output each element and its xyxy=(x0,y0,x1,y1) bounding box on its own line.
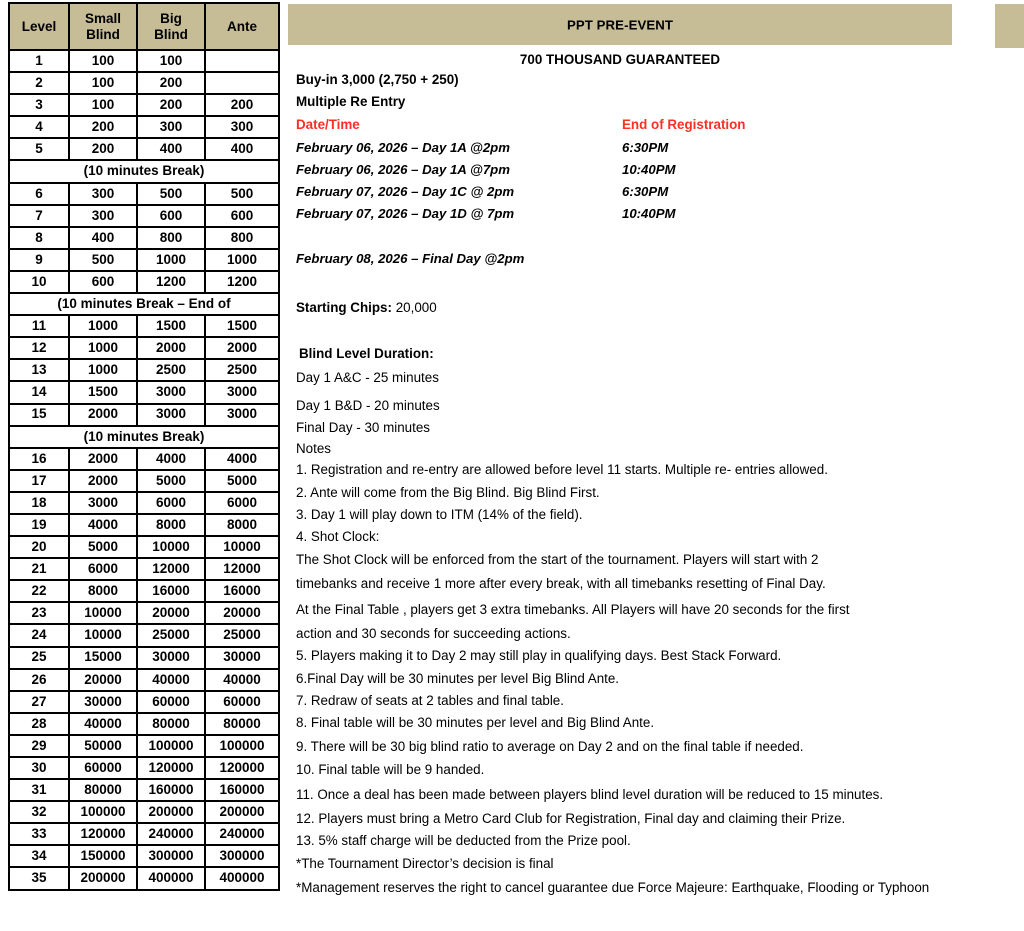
table-row xyxy=(9,867,279,889)
level-cell: 13 xyxy=(9,359,69,381)
note-line: 13. 5% staff charge will be deducted from the Prize pool. xyxy=(296,833,631,848)
ante-cell: 4000 xyxy=(205,448,279,470)
table-row xyxy=(9,271,279,293)
ante-cell: 5000 xyxy=(205,470,279,492)
ante-cell: 3000 xyxy=(205,404,279,426)
page-title: PPT PRE-EVENT xyxy=(566,17,674,32)
ante-cell: 1200 xyxy=(205,271,279,293)
big-blind-cell: 80000 xyxy=(137,713,205,735)
table-row xyxy=(9,558,279,580)
table-row xyxy=(9,845,279,867)
table-row xyxy=(9,735,279,757)
break-label: (10 minutes Break) xyxy=(9,426,279,448)
table-row xyxy=(9,72,279,94)
corner-accent-block xyxy=(995,4,1024,48)
schedule-row xyxy=(296,162,936,184)
level-cell: 3 xyxy=(9,94,69,116)
level-cell: 1 xyxy=(9,50,69,72)
small-blind-cell: 600 xyxy=(69,271,137,293)
big-blind-cell: 100000 xyxy=(137,735,205,757)
table-row xyxy=(9,669,279,691)
big-blind-cell: 3000 xyxy=(137,381,205,403)
small-blind-cell: 40000 xyxy=(69,713,137,735)
big-blind-cell: 40000 xyxy=(137,669,205,691)
level-cell: 19 xyxy=(9,514,69,536)
table-row xyxy=(9,337,279,359)
table-row xyxy=(9,536,279,558)
table-row xyxy=(9,50,279,72)
schedule-end-of-registration: 10:40PM xyxy=(622,162,676,177)
small-blind-cell: 400 xyxy=(69,227,137,249)
note-line: The Shot Clock will be enforced from the start of the tournament. Players will start with 2 xyxy=(296,552,819,567)
ante-cell: 40000 xyxy=(205,669,279,691)
blind-structure-header xyxy=(9,3,279,50)
ante-cell: 12000 xyxy=(205,558,279,580)
small-blind-cell: 300 xyxy=(69,205,137,227)
table-row xyxy=(9,249,279,271)
small-blind-cell: 300 xyxy=(69,183,137,205)
big-blind-cell: 500 xyxy=(137,183,205,205)
big-blind-cell: 120000 xyxy=(137,757,205,779)
ante-cell: 400 xyxy=(205,138,279,160)
ante-cell: 500 xyxy=(205,183,279,205)
note-line: 4. Shot Clock: xyxy=(296,529,380,544)
small-blind-cell: 200 xyxy=(69,116,137,138)
level-cell: 8 xyxy=(9,227,69,249)
small-blind-cell: 4000 xyxy=(69,514,137,536)
big-blind-cell: 400000 xyxy=(137,867,205,889)
big-blind-cell: 160000 xyxy=(137,779,205,801)
ante-cell: 10000 xyxy=(205,536,279,558)
event-info-panel xyxy=(288,0,1024,931)
big-blind-cell: 300 xyxy=(137,116,205,138)
small-blind-cell: 200000 xyxy=(69,867,137,889)
level-cell: 18 xyxy=(9,492,69,514)
buy-in-text: Buy-in 3,000 (2,750 + 250) xyxy=(296,72,459,87)
level-cell: 14 xyxy=(9,381,69,403)
note-line: 7. Redraw of seats at 2 tables and final table. xyxy=(296,693,564,708)
note-line: 10. Final table will be 9 handed. xyxy=(296,762,485,777)
schedule-date: February 06, 2026 – Day 1A @7pm xyxy=(296,162,510,177)
note-line: 3. Day 1 will play down to ITM (14% of the field). xyxy=(296,507,583,522)
big-blind-cell: 10000 xyxy=(137,536,205,558)
note-line: 11. Once a deal has been made between players blind level duration will be reduced to 15 minutes. xyxy=(296,787,884,802)
big-blind-cell: 240000 xyxy=(137,823,205,845)
blind-structure-table xyxy=(8,2,280,891)
level-cell: 29 xyxy=(9,735,69,757)
table-row xyxy=(9,205,279,227)
break-label: (10 minutes Break – End of xyxy=(9,293,279,315)
big-blind-cell: 6000 xyxy=(137,492,205,514)
table-row xyxy=(9,779,279,801)
duration-line: Day 1 B&D - 20 minutes xyxy=(296,398,440,413)
small-blind-cell: 30000 xyxy=(69,691,137,713)
ante-cell: 200000 xyxy=(205,801,279,823)
big-blind-cell: 200 xyxy=(137,94,205,116)
table-row xyxy=(9,801,279,823)
small-blind-cell: 80000 xyxy=(69,779,137,801)
small-blind-cell: 1000 xyxy=(69,315,137,337)
level-cell: 16 xyxy=(9,448,69,470)
level-cell: 10 xyxy=(9,271,69,293)
small-blind-cell: 5000 xyxy=(69,536,137,558)
big-blind-cell: 200 xyxy=(137,72,205,94)
table-row xyxy=(9,647,279,669)
duration-line: Final Day - 30 minutes xyxy=(296,420,430,435)
big-blind-cell: 1000 xyxy=(137,249,205,271)
ante-cell: 1500 xyxy=(205,315,279,337)
note-line: *The Tournament Director’s decision is final xyxy=(296,856,554,871)
big-blind-cell: 30000 xyxy=(137,647,205,669)
small-blind-cell: 15000 xyxy=(69,647,137,669)
schedule-date: February 06, 2026 – Day 1A @2pm xyxy=(296,140,510,155)
small-blind-cell: 2000 xyxy=(69,470,137,492)
ante-cell: 300 xyxy=(205,116,279,138)
table-row xyxy=(9,823,279,845)
ante-cell: 200 xyxy=(205,94,279,116)
small-blind-cell: 150000 xyxy=(69,845,137,867)
big-blind-cell: 300000 xyxy=(137,845,205,867)
ante-cell: 1000 xyxy=(205,249,279,271)
small-blind-cell: 1000 xyxy=(69,359,137,381)
table-row xyxy=(9,492,279,514)
level-cell: 26 xyxy=(9,669,69,691)
table-row xyxy=(9,381,279,403)
duration-line: Day 1 A&C - 25 minutes xyxy=(296,370,439,385)
starting-chips-value: 20,000 xyxy=(395,300,437,315)
big-blind-cell: 5000 xyxy=(137,470,205,492)
ante-cell: 120000 xyxy=(205,757,279,779)
level-cell: 15 xyxy=(9,404,69,426)
small-blind-cell: 100000 xyxy=(69,801,137,823)
big-blind-cell: 1500 xyxy=(137,315,205,337)
small-blind-cell: 120000 xyxy=(69,823,137,845)
big-blind-cell: 3000 xyxy=(137,404,205,426)
guarantee-text: 700 THOUSAND GUARANTEED xyxy=(519,52,721,67)
table-row xyxy=(9,602,279,624)
big-blind-cell: 800 xyxy=(137,227,205,249)
big-blind-cell: 16000 xyxy=(137,580,205,602)
big-blind-cell: 400 xyxy=(137,138,205,160)
big-blind-cell: 200000 xyxy=(137,801,205,823)
end-of-registration-label: End of Registration xyxy=(622,117,746,132)
small-blind-cell: 2000 xyxy=(69,448,137,470)
table-row xyxy=(9,624,279,646)
note-line: action and 30 seconds for succeeding actions. xyxy=(296,626,571,641)
ante-cell: 2000 xyxy=(205,337,279,359)
note-line: At the Final Table , players get 3 extra timebanks. All Players will have 20 seconds for the first xyxy=(296,602,850,617)
re-entry-text: Multiple Re Entry xyxy=(296,94,406,109)
level-cell: 9 xyxy=(9,249,69,271)
note-line: 8. Final table will be 30 minutes per level and Big Blind Ante. xyxy=(296,715,655,730)
column-header-big-blind xyxy=(137,3,205,50)
level-cell: 12 xyxy=(9,337,69,359)
ante-cell: 100000 xyxy=(205,735,279,757)
big-blind-cell: 12000 xyxy=(137,558,205,580)
level-cell: 21 xyxy=(9,558,69,580)
big-blind-cell: 60000 xyxy=(137,691,205,713)
table-row xyxy=(9,116,279,138)
note-line: *Management reserves the right to cancel guarantee due Force Majeure: Earthquake, Flooding or Typhoon xyxy=(296,880,930,895)
table-header-row xyxy=(9,3,279,50)
level-cell: 5 xyxy=(9,138,69,160)
ante-cell: 300000 xyxy=(205,845,279,867)
table-row xyxy=(9,757,279,779)
level-cell: 24 xyxy=(9,624,69,646)
ante-cell: 60000 xyxy=(205,691,279,713)
small-blind-cell: 200 xyxy=(69,138,137,160)
column-header-ante: Ante xyxy=(205,3,279,50)
table-row xyxy=(9,514,279,536)
column-header-small-blind xyxy=(69,3,137,50)
column-header-level: Level xyxy=(9,3,69,50)
small-blind-cell: 8000 xyxy=(69,580,137,602)
schedule-end-of-registration: 10:40PM xyxy=(622,206,676,221)
ante-cell: 80000 xyxy=(205,713,279,735)
big-blind-cell: 4000 xyxy=(137,448,205,470)
break-label: (10 minutes Break) xyxy=(9,160,279,182)
note-line: 5. Players making it to Day 2 may still play in qualifying days. Best Stack Forward. xyxy=(296,648,782,663)
small-blind-cell: 1500 xyxy=(69,381,137,403)
ante-cell: 3000 xyxy=(205,381,279,403)
table-row xyxy=(9,404,279,426)
level-cell: 7 xyxy=(9,205,69,227)
level-cell: 33 xyxy=(9,823,69,845)
schedule-row xyxy=(296,184,936,206)
small-blind-cell: 500 xyxy=(69,249,137,271)
final-day-schedule: February 08, 2026 – Final Day @2pm xyxy=(296,251,525,266)
event-title-bar xyxy=(288,4,952,45)
ante-cell: 20000 xyxy=(205,602,279,624)
table-row xyxy=(9,470,279,492)
ante-cell: 16000 xyxy=(205,580,279,602)
ante-cell: 800 xyxy=(205,227,279,249)
schedule-date: February 07, 2026 – Day 1C @ 2pm xyxy=(296,184,515,199)
big-blind-cell: 20000 xyxy=(137,602,205,624)
ante-cell: 8000 xyxy=(205,514,279,536)
level-cell: 30 xyxy=(9,757,69,779)
level-cell: 31 xyxy=(9,779,69,801)
schedule-end-of-registration: 6:30PM xyxy=(622,184,669,199)
ante-cell xyxy=(205,72,279,94)
table-row xyxy=(9,713,279,735)
small-blind-cell: 100 xyxy=(69,94,137,116)
break-row xyxy=(9,426,279,448)
table-row xyxy=(9,227,279,249)
level-cell: 17 xyxy=(9,470,69,492)
note-line: 1. Registration and re-entry are allowed before level 11 starts. Multiple re- entries allowed. xyxy=(296,462,828,477)
level-cell: 23 xyxy=(9,602,69,624)
level-cell: 32 xyxy=(9,801,69,823)
schedule-row xyxy=(296,140,936,162)
ante-cell: 25000 xyxy=(205,624,279,646)
level-cell: 20 xyxy=(9,536,69,558)
starting-chips-label: Starting Chips: xyxy=(296,300,392,315)
schedule-row xyxy=(296,206,936,228)
ante-cell: 30000 xyxy=(205,647,279,669)
date-time-label: Date/Time xyxy=(296,117,360,132)
ante-cell: 240000 xyxy=(205,823,279,845)
blind-structure-body xyxy=(9,50,279,890)
big-blind-cell: 1200 xyxy=(137,271,205,293)
small-blind-cell: 10000 xyxy=(69,602,137,624)
table-row xyxy=(9,359,279,381)
ante-cell xyxy=(205,50,279,72)
level-cell: 25 xyxy=(9,647,69,669)
big-blind-cell: 100 xyxy=(137,50,205,72)
level-cell: 34 xyxy=(9,845,69,867)
column-header-small-blind-line1: Small xyxy=(84,10,122,26)
level-cell: 4 xyxy=(9,116,69,138)
small-blind-cell: 50000 xyxy=(69,735,137,757)
schedule-end-of-registration: 6:30PM xyxy=(622,140,669,155)
blind-level-duration-heading: Blind Level Duration: xyxy=(299,346,434,361)
small-blind-cell: 1000 xyxy=(69,337,137,359)
small-blind-cell: 60000 xyxy=(69,757,137,779)
big-blind-cell: 2500 xyxy=(137,359,205,381)
column-header-big-blind-line2: Blind xyxy=(154,26,188,42)
note-line: 6.Final Day will be 30 minutes per level Big Blind Ante. xyxy=(296,671,620,686)
table-row xyxy=(9,183,279,205)
table-row xyxy=(9,580,279,602)
note-line: 2. Ante will come from the Big Blind. Big Blind First. xyxy=(296,485,600,500)
break-row xyxy=(9,293,279,315)
column-header-big-blind-line1: Big xyxy=(160,10,182,26)
big-blind-cell: 8000 xyxy=(137,514,205,536)
table-row xyxy=(9,94,279,116)
big-blind-cell: 600 xyxy=(137,205,205,227)
note-line: 9. There will be 30 big blind ratio to average on Day 2 and on the final table if needed. xyxy=(296,739,804,754)
break-row xyxy=(9,160,279,182)
small-blind-cell: 6000 xyxy=(69,558,137,580)
column-header-small-blind-line2: Blind xyxy=(86,26,120,42)
ante-cell: 6000 xyxy=(205,492,279,514)
table-row xyxy=(9,138,279,160)
big-blind-cell: 25000 xyxy=(137,624,205,646)
note-line: 12. Players must bring a Metro Card Club for Registration, Final day and claiming their Prize. xyxy=(296,811,846,826)
ante-cell: 160000 xyxy=(205,779,279,801)
level-cell: 2 xyxy=(9,72,69,94)
small-blind-cell: 2000 xyxy=(69,404,137,426)
ante-cell: 600 xyxy=(205,205,279,227)
level-cell: 6 xyxy=(9,183,69,205)
table-row xyxy=(9,315,279,337)
small-blind-cell: 20000 xyxy=(69,669,137,691)
small-blind-cell: 10000 xyxy=(69,624,137,646)
level-cell: 35 xyxy=(9,867,69,889)
notes-heading: Notes xyxy=(296,441,331,456)
level-cell: 11 xyxy=(9,315,69,337)
table-row xyxy=(9,691,279,713)
small-blind-cell: 3000 xyxy=(69,492,137,514)
big-blind-cell: 2000 xyxy=(137,337,205,359)
level-cell: 28 xyxy=(9,713,69,735)
schedule-date: February 07, 2026 – Day 1D @ 7pm xyxy=(296,206,515,221)
level-cell: 22 xyxy=(9,580,69,602)
small-blind-cell: 100 xyxy=(69,72,137,94)
table-row xyxy=(9,448,279,470)
starting-chips xyxy=(296,300,437,315)
ante-cell: 2500 xyxy=(205,359,279,381)
small-blind-cell: 100 xyxy=(69,50,137,72)
note-line: timebanks and receive 1 more after every break, with all timebanks resetting of Final Day. xyxy=(296,576,826,591)
ante-cell: 400000 xyxy=(205,867,279,889)
level-cell: 27 xyxy=(9,691,69,713)
